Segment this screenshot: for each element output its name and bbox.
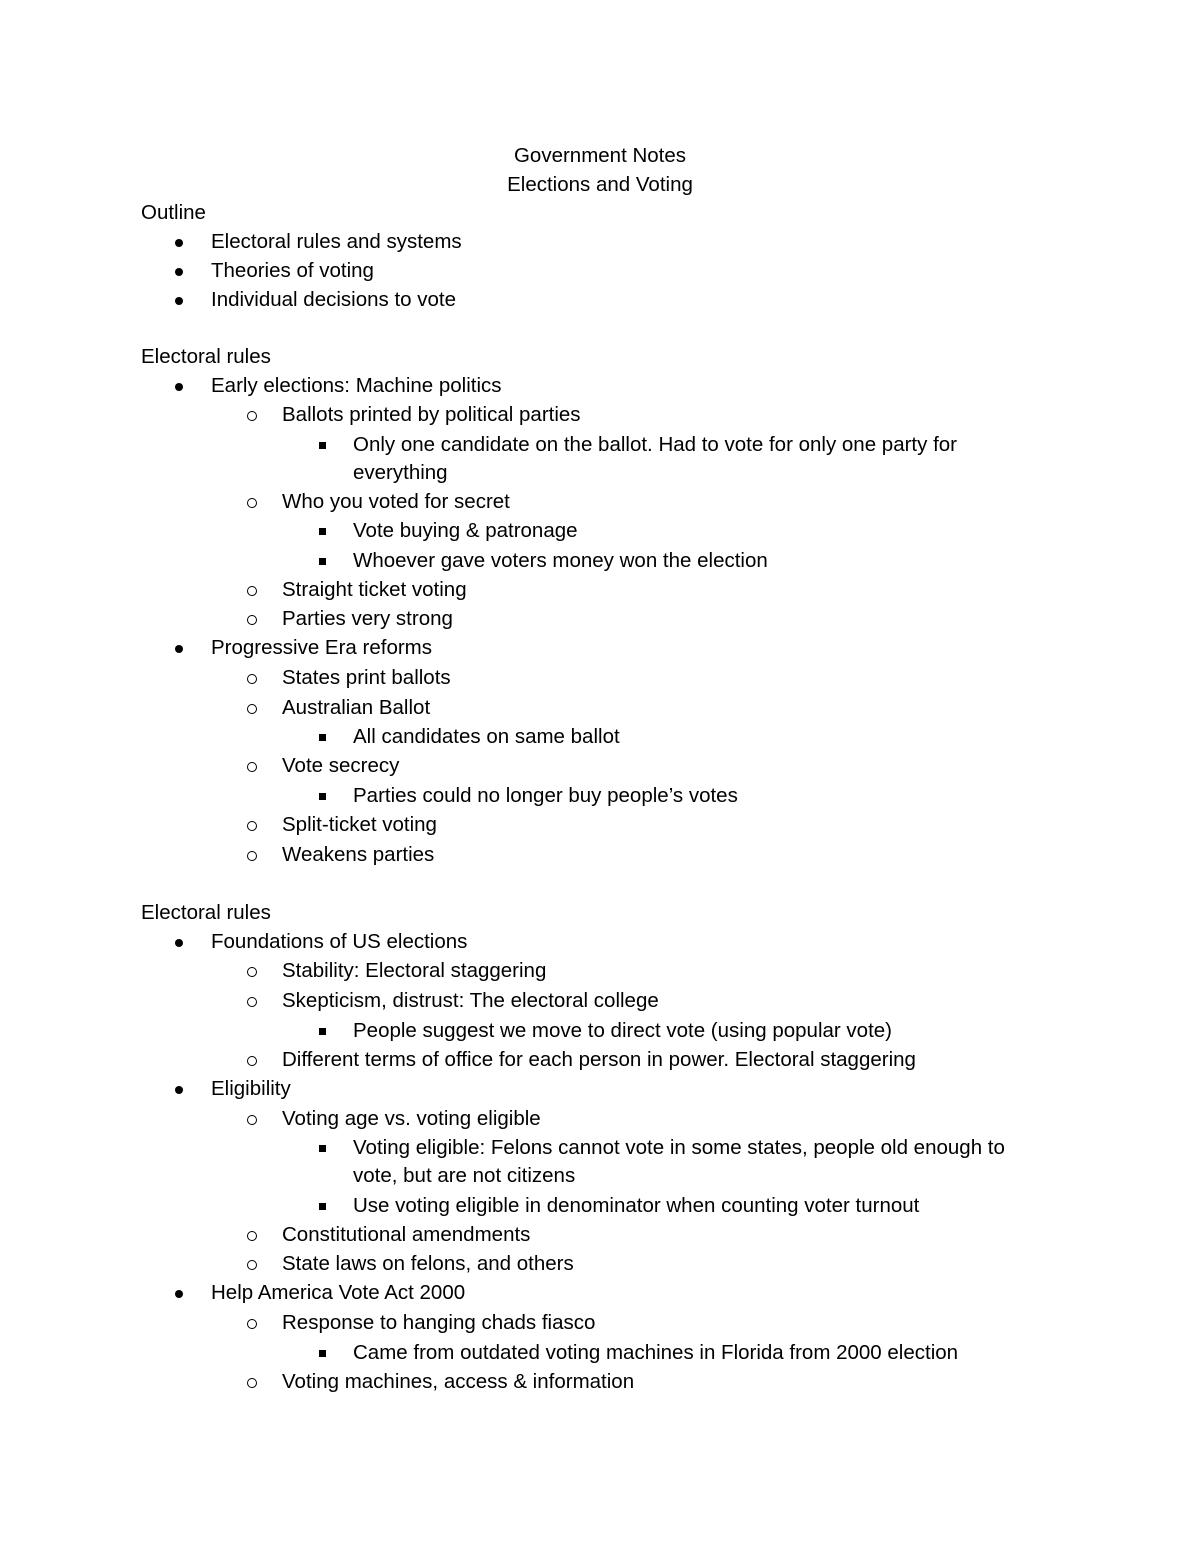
sub-sub-bullet-item: Only one candidate on the ballot. Had to vote for only one party for: [353, 433, 957, 456]
circle-bullet-icon: [247, 1260, 257, 1270]
sub-bullet-item: Stability: Electoral staggering: [282, 959, 547, 982]
bullet-item: Individual decisions to vote: [211, 288, 457, 311]
circle-bullet-icon: [247, 997, 257, 1007]
circle-bullet-icon: [247, 1319, 257, 1329]
circle-bullet-icon: [247, 586, 257, 596]
disc-bullet-icon: [175, 268, 183, 276]
sub-sub-bullet-item: Came from outdated voting machines in Florida from 2000 election: [353, 1341, 959, 1364]
circle-bullet-icon: [247, 851, 257, 861]
sub-bullet-item: Vote secrecy: [282, 754, 400, 777]
disc-bullet-icon: [175, 383, 183, 391]
section-heading: Electoral rules: [141, 901, 271, 924]
document-subtitle: Elections and Voting: [507, 173, 693, 196]
square-bullet-icon: [319, 734, 326, 741]
bullet-item: Progressive Era reforms: [211, 636, 433, 659]
circle-bullet-icon: [247, 821, 257, 831]
document-title: Government Notes: [513, 144, 687, 167]
circle-bullet-icon: [247, 1056, 257, 1066]
square-bullet-icon: [319, 1350, 326, 1357]
disc-bullet-icon: [175, 1086, 183, 1094]
bullet-item: Early elections: Machine politics: [211, 374, 502, 397]
square-bullet-icon: [319, 1145, 326, 1152]
disc-bullet-icon: [175, 1290, 183, 1298]
sub-bullet-item: Australian Ballot: [282, 696, 431, 719]
sub-bullet-item: Skepticism, distrust: The electoral college: [282, 989, 659, 1012]
circle-bullet-icon: [247, 411, 257, 421]
sub-bullet-item: State laws on felons, and others: [282, 1252, 574, 1275]
sub-bullet-item: Weakens parties: [282, 843, 435, 866]
disc-bullet-icon: [175, 645, 183, 653]
circle-bullet-icon: [247, 704, 257, 714]
disc-bullet-icon: [175, 297, 183, 305]
sub-sub-bullet-item: All candidates on same ballot: [353, 725, 620, 748]
sub-bullet-item: Different terms of office for each person in power. Electoral staggering: [282, 1048, 916, 1071]
bullet-item: Foundations of US elections: [211, 930, 468, 953]
sub-bullet-item: Voting age vs. voting eligible: [282, 1107, 541, 1130]
disc-bullet-icon: [175, 939, 183, 947]
sub-bullet-item: Constitutional amendments: [282, 1223, 531, 1246]
circle-bullet-icon: [247, 1378, 257, 1388]
sub-sub-bullet-item: vote, but are not citizens: [353, 1164, 576, 1187]
circle-bullet-icon: [247, 1115, 257, 1125]
sub-sub-bullet-item: People suggest we move to direct vote (using popular vote): [353, 1019, 892, 1042]
section-heading: Outline: [141, 201, 206, 224]
sub-bullet-item: States print ballots: [282, 666, 451, 689]
square-bullet-icon: [319, 442, 326, 449]
circle-bullet-icon: [247, 1231, 257, 1241]
circle-bullet-icon: [247, 967, 257, 977]
square-bullet-icon: [319, 793, 326, 800]
sub-bullet-item: Voting machines, access & information: [282, 1370, 635, 1393]
sub-bullet-item: Ballots printed by political parties: [282, 403, 581, 426]
sub-bullet-item: Parties very strong: [282, 607, 453, 630]
bullet-item: Theories of voting: [211, 259, 374, 282]
sub-bullet-item: Split-ticket voting: [282, 813, 437, 836]
circle-bullet-icon: [247, 498, 257, 508]
square-bullet-icon: [319, 1028, 326, 1035]
disc-bullet-icon: [175, 239, 183, 247]
sub-bullet-item: Response to hanging chads fiasco: [282, 1311, 596, 1334]
sub-sub-bullet-item: Parties could no longer buy people’s votes: [353, 784, 738, 807]
square-bullet-icon: [319, 558, 326, 565]
bullet-item: Help America Vote Act 2000: [211, 1281, 466, 1304]
sub-bullet-item: Straight ticket voting: [282, 578, 467, 601]
bullet-item: Eligibility: [211, 1077, 291, 1100]
sub-sub-bullet-item: Vote buying & patronage: [353, 519, 578, 542]
sub-sub-bullet-item: Whoever gave voters money won the election: [353, 549, 768, 572]
circle-bullet-icon: [247, 615, 257, 625]
square-bullet-icon: [319, 528, 326, 535]
circle-bullet-icon: [247, 674, 257, 684]
bullet-item: Electoral rules and systems: [211, 230, 462, 253]
sub-bullet-item: Who you voted for secret: [282, 490, 510, 513]
square-bullet-icon: [319, 1203, 326, 1210]
sub-sub-bullet-item: Voting eligible: Felons cannot vote in some states, people old enough to: [353, 1136, 1005, 1159]
section-heading: Electoral rules: [141, 345, 271, 368]
sub-sub-bullet-item: Use voting eligible in denominator when counting voter turnout: [353, 1194, 920, 1217]
circle-bullet-icon: [247, 762, 257, 772]
sub-sub-bullet-item: everything: [353, 461, 448, 484]
